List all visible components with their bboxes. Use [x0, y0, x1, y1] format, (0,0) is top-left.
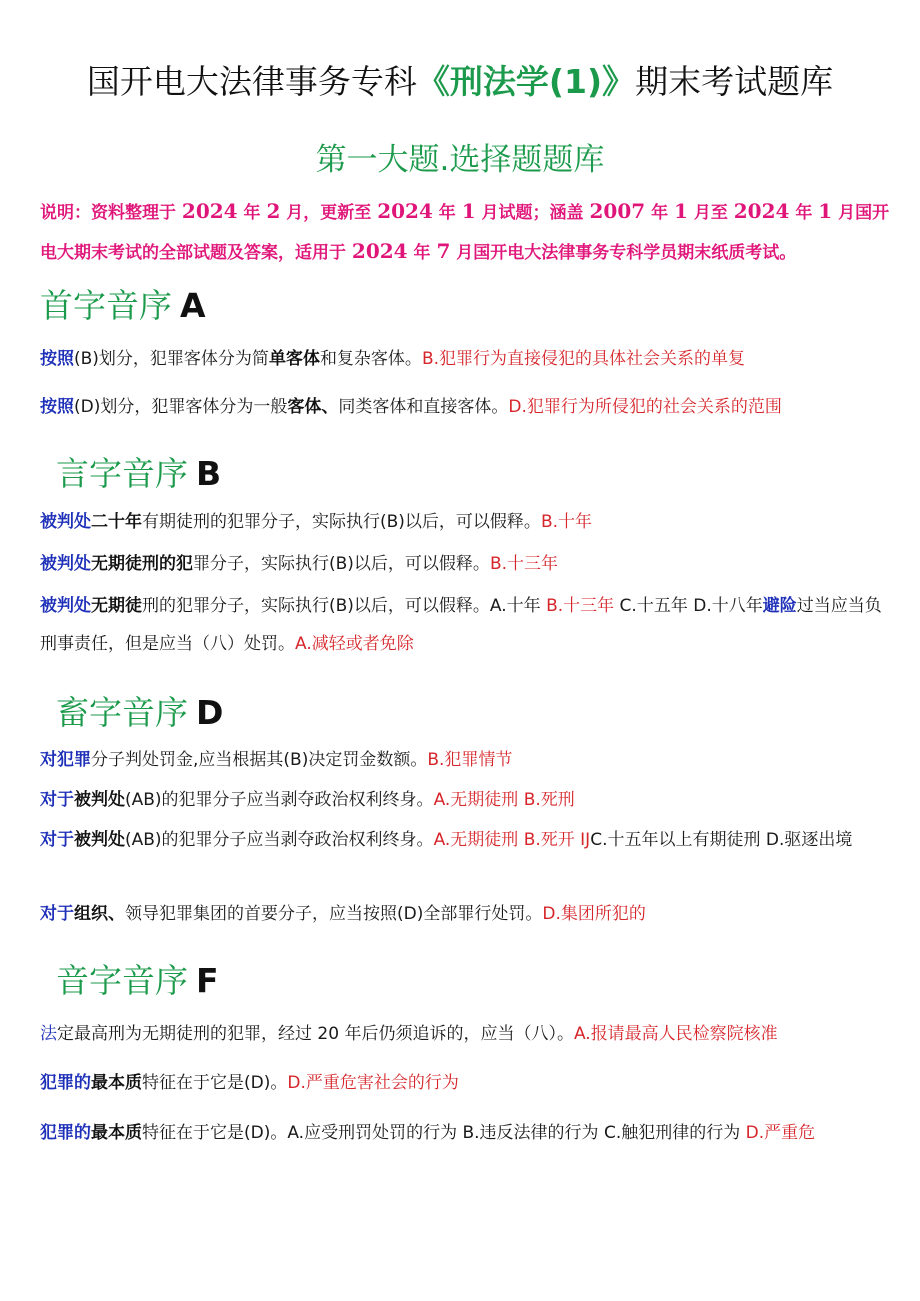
note-number: 2024	[351, 239, 408, 263]
heading-text: 言字音序	[56, 454, 188, 493]
note-text: 月，更新至	[280, 203, 378, 223]
title-course: 《刑法学(1)》	[416, 62, 636, 101]
bold-text: 客体、	[287, 397, 339, 417]
answer-text: A.减轻或者免除	[295, 634, 414, 654]
note-number: 2024	[377, 199, 433, 223]
note-number: 1	[818, 199, 833, 223]
answer-text: B.犯罪情节	[427, 750, 513, 770]
note-number: 2	[266, 199, 281, 223]
heading-letter: D	[196, 693, 224, 732]
bold-text: 最本质	[91, 1123, 142, 1143]
question-text: (B)划分，犯罪客体分为简	[74, 349, 269, 369]
note-number: 1	[461, 199, 476, 223]
note-number: 2024	[733, 199, 790, 223]
keyword-highlight: 被判处	[40, 512, 91, 532]
answer-text: A.报请最高人民检察院核准	[573, 1024, 778, 1044]
answer-text: B.十三年	[546, 596, 615, 616]
question-text: 有期徒刑的犯罪分子，实际执行(B)以后，可以假释。	[142, 512, 541, 532]
question-text: C.十五年以上有期徒刑 D.驱逐出境	[590, 830, 853, 850]
keyword-highlight: 被判处	[40, 596, 91, 616]
title-prefix: 国开电大法律事务专科	[86, 62, 417, 101]
question-line	[40, 388, 890, 426]
answer-text: D.集团所犯的	[542, 904, 646, 924]
note-text: 月试题；涵盖	[475, 203, 590, 223]
keyword-highlight: 法	[40, 1024, 57, 1044]
question-line	[40, 741, 890, 779]
question-text: (AB)的犯罪分子应当剥夺政治权利终身。	[125, 790, 434, 810]
note-text: 说明：资料整理于	[40, 203, 182, 223]
note-text: 年	[237, 203, 267, 223]
note-text: 年	[407, 243, 437, 263]
title-suffix: 期末考试题库	[635, 62, 834, 101]
answer-text: B.犯罪行为直接侵犯的具体社会关系的单复	[421, 349, 746, 369]
question-text: 同类客体和直接客体。	[338, 397, 509, 417]
question-text: (AB)的犯罪分子应当剥夺政治权利终身。	[125, 830, 434, 850]
section-heading-f	[56, 955, 219, 1002]
answer-text: D.犯罪行为所侵犯的社会关系的范围	[508, 397, 782, 417]
keyword-highlight: 对于	[40, 830, 74, 850]
question-line	[40, 1064, 890, 1102]
keyword-highlight: 按照	[40, 349, 74, 369]
heading-letter: B	[196, 454, 222, 493]
question-text: 分子判处罚金,应当根据其(B)决定罚金数额。	[91, 750, 428, 770]
keyword-highlight: 被判处	[40, 554, 91, 574]
heading-text: 首字音序	[40, 286, 172, 325]
question-line	[40, 1114, 890, 1152]
question-text: 特征在于它是(D)。A.应受刑罚处罚的行为 B.违反法律的行为 C.触犯刑律的行为	[142, 1123, 746, 1143]
keyword-highlight: 避险	[762, 596, 797, 616]
question-line	[40, 781, 890, 819]
bold-text: 无期徒	[91, 596, 142, 616]
answer-text: B.十年	[540, 512, 593, 532]
question-text: 和复杂客体。	[319, 349, 422, 369]
answer-text: A.无期徒刑 B.死刑	[433, 790, 575, 810]
answer-text: B.十三年	[489, 554, 559, 574]
question-text: C.十五年 D.十八年	[614, 596, 763, 616]
note-number: 2007	[589, 199, 646, 223]
keyword-highlight: 按照	[40, 397, 74, 417]
note-number: 2024	[181, 199, 238, 223]
bold-text: 最本质	[91, 1073, 142, 1093]
question-line	[40, 545, 890, 583]
question-line	[40, 503, 890, 541]
answer-text: D.严重危	[745, 1123, 816, 1143]
bold-text: 被判处	[74, 790, 125, 810]
note-text: 年	[432, 203, 462, 223]
keyword-highlight: 对于	[40, 790, 74, 810]
question-text: 过当应当负刑事责任，但是应当（八）处罚。	[40, 596, 882, 654]
answer-text: D.严重危害社会的行为	[287, 1073, 459, 1093]
note-text: 月至	[687, 203, 734, 223]
note-text: 月国开电大期末考试的全部试题及答案，适用于	[40, 203, 890, 263]
question-text: 罪分子，实际执行(B)以后，可以假释。	[193, 554, 490, 574]
keyword-highlight: 犯罪的	[40, 1073, 91, 1093]
note-text: 月国开电大法律事务专科学员期末纸质考试。	[450, 243, 797, 263]
question-text: 刑的犯罪分子，实际执行(B)以后，可以假释。A.十年	[142, 596, 547, 616]
section-heading-b	[56, 448, 221, 495]
document-title	[0, 56, 920, 103]
bold-text: 无期徒刑的犯	[91, 554, 193, 574]
section-heading-a	[40, 280, 206, 327]
question-line	[40, 340, 890, 378]
question-line	[40, 1015, 890, 1053]
keyword-highlight: 犯罪的	[40, 1123, 91, 1143]
description-note	[40, 192, 890, 272]
heading-letter: F	[196, 961, 219, 1000]
question-line	[40, 895, 890, 933]
question-text: 领导犯罪集团的首要分子，应当按照(D)全部罪行处罚。	[125, 904, 543, 924]
question-text: 定最高刑为无期徒刑的犯罪，经过 20 年后仍须追诉的，应当（八）。	[57, 1024, 574, 1044]
note-text: 年	[789, 203, 819, 223]
heading-text: 音字音序	[56, 961, 188, 1000]
question-line	[40, 587, 890, 663]
keyword-highlight: 对于	[40, 904, 74, 924]
note-number: 1	[674, 199, 688, 223]
bold-text: 单客体	[268, 349, 320, 369]
heading-text: 畜字音序	[56, 693, 188, 732]
keyword-highlight: 对犯罪	[40, 750, 91, 770]
note-number: 7	[436, 239, 451, 263]
heading-letter: A	[180, 286, 206, 325]
question-text: (D)划分，犯罪客体分为一般	[74, 397, 288, 417]
bold-text: 组织、	[74, 904, 125, 924]
question-text: 特征在于它是(D)。	[142, 1073, 288, 1093]
bold-text: 二十年	[91, 512, 142, 532]
answer-text: A.无期徒刑 B.死开 IJ	[433, 830, 591, 850]
bold-text: 被判处	[74, 830, 125, 850]
note-text: 年	[645, 203, 674, 223]
section-heading-d	[56, 687, 223, 734]
question-line	[40, 821, 890, 859]
section-subtitle: 第一大题.选择题题库	[315, 142, 605, 178]
